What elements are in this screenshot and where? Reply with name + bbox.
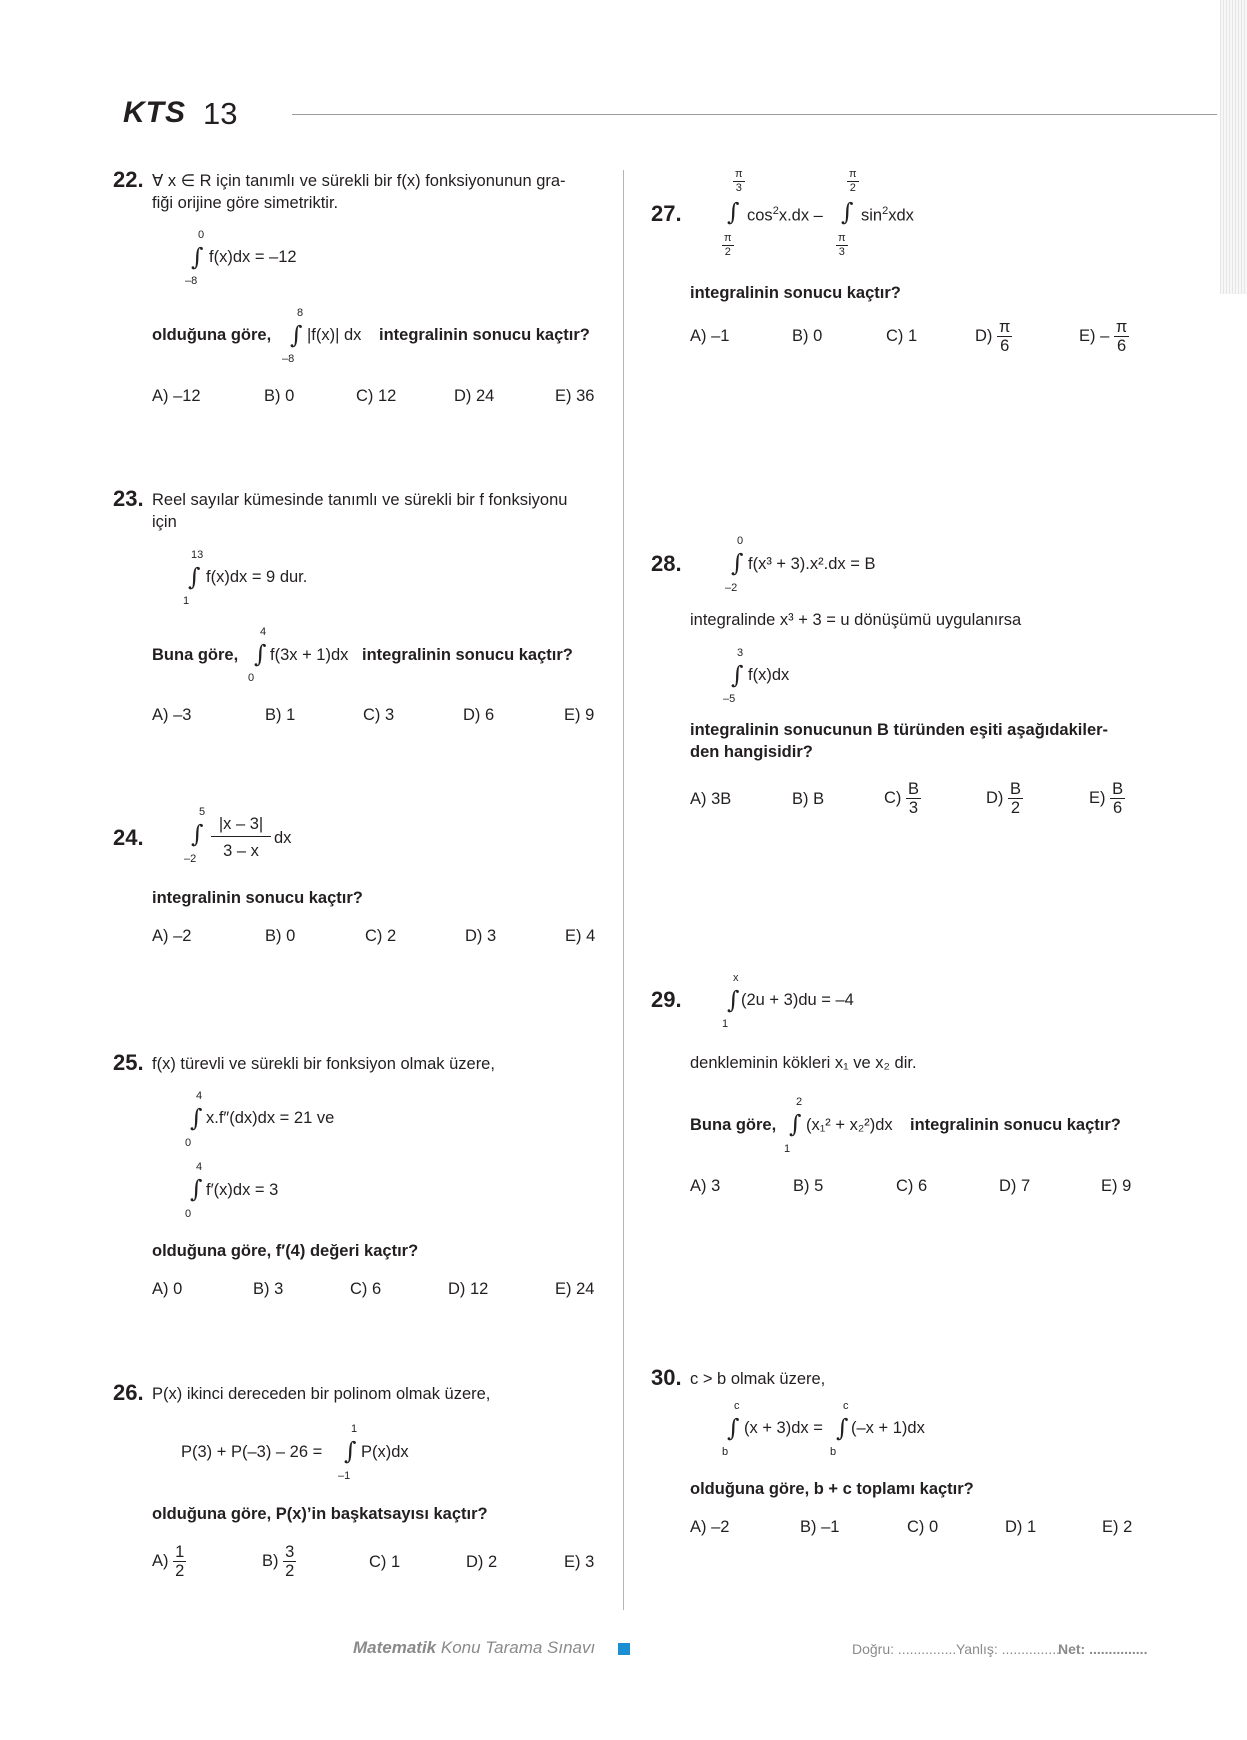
question-prompt: integralinin sonucu kaçtır? [379,326,590,344]
question-text: integralinde x³ + 3 = u dönüşümü uygulanırsa [690,611,1022,629]
header-logo: KTS [123,96,186,129]
integral-sign-icon: ∫ [191,243,204,271]
integral-sign-icon: ∫ [191,820,204,848]
integral-expression: (x₁² + x₂²)dx [806,1116,893,1134]
option-a[interactable]: A) $\frac{1}{2}$ [152,1543,185,1580]
integral-upper-limit: c [734,1400,740,1412]
integral-lower-limit: –5 [723,693,736,705]
integral-lower-limit: 1 [784,1143,791,1155]
option-c[interactable]: C) 1 [886,327,918,345]
question-number: 26. [113,1380,144,1405]
integral-upper-limit: $\frac{\pi}{2}$ [849,168,857,194]
option-e[interactable]: E) 4 [565,927,596,945]
integral-sign-icon: ∫ [789,1110,802,1138]
option-d[interactable]: D) $\frac{B}{2}$ [986,780,1022,817]
question-text: denkleminin kökleri x₁ ve x₂ dir. [690,1054,917,1072]
option-d[interactable]: D) 24 [454,387,495,405]
question-prompt: Buna göre, [690,1116,777,1134]
option-d[interactable]: D) $\frac{\pi}{6}$ [975,318,1011,355]
option-a[interactable]: A) –2 [152,927,192,945]
footer-net: Net: ............... [1058,1641,1148,1657]
option-b[interactable]: B) $\frac{3}{2}$ [262,1543,295,1580]
question-prompt: olduğuna göre, b + c toplamı kaçtır? [690,1480,974,1498]
option-a[interactable]: A) –3 [152,706,192,724]
option-a[interactable]: A) 3B [690,790,732,808]
option-c[interactable]: C) $\frac{B}{3}$ [884,780,920,817]
integral-lower-limit: 1 [722,1018,729,1030]
fraction-denominator: 3 – x [223,842,259,860]
question-number: 25. [113,1050,144,1075]
integral-differential: dx [274,829,292,847]
integral-lower-limit: 0 [185,1137,192,1149]
question-prompt: integralinin sonucunun B türünden eşiti aşağıdakiler- [690,721,1109,739]
question-text: Reel sayılar kümesinde tanımlı ve sürekli bir f fonksiyonu [152,491,568,509]
option-e[interactable]: E) 24 [555,1280,595,1298]
option-b[interactable]: B) B [792,790,825,808]
page-edge-texture [1220,0,1247,294]
integral-lower-limit: –8 [185,275,198,287]
integral-upper-limit: 8 [297,307,304,319]
option-d[interactable]: D) 3 [465,927,497,945]
option-a[interactable]: A) 3 [690,1177,721,1195]
footer-title: Matematik Konu Tarama Sınavı [353,1638,596,1657]
option-b[interactable]: B) 5 [793,1177,824,1195]
integral-lower-limit: $\frac{\pi}{3}$ [838,232,846,258]
option-e[interactable]: E) – $\frac{\pi}{6}$ [1079,318,1128,355]
integral-expression: (2u + 3)du = –4 [741,991,854,1009]
option-b[interactable]: B) 0 [792,327,823,345]
option-b[interactable]: B) 0 [265,927,296,945]
question-number: 27. [651,201,682,226]
option-e[interactable]: E) 2 [1102,1518,1133,1536]
integral-lower-limit: –8 [282,353,295,365]
integral-upper-limit: 4 [260,626,267,638]
question-number: 24. [113,825,144,850]
question-prompt: Buna göre, [152,646,239,664]
question-text: için [152,513,177,531]
question-prompt: den hangisidir? [690,743,813,761]
integral-sign-icon: ∫ [841,198,854,226]
page-number: 13 [203,96,238,131]
integral-sign-icon: ∫ [727,986,740,1014]
integral-sign-icon: ∫ [254,640,267,668]
option-d[interactable]: D) 2 [466,1553,498,1571]
integral-lower-limit: 0 [248,672,255,684]
question-prompt: integralinin sonucu kaçtır? [152,889,363,907]
integral-lower-limit: 0 [185,1208,192,1220]
option-a[interactable]: A) 0 [152,1280,183,1298]
integral-upper-limit: 4 [196,1090,203,1102]
integral-expression: (–x + 1)dx [851,1419,925,1437]
question-prompt: integralinin sonucu kaçtır? [362,646,573,664]
integral-upper-limit: 3 [737,647,744,659]
integral-sign-icon: ∫ [836,1414,849,1442]
integral-sign-icon: ∫ [731,549,744,577]
fraction-numerator: |x – 3| [211,815,271,837]
option-b[interactable]: B) 3 [253,1280,284,1298]
integral-lower-limit: 1 [183,595,190,607]
option-c[interactable]: C) 1 [369,1553,401,1571]
integral-expression: x.f″(dx)dx = 21 ve [206,1109,335,1127]
question-number: 30. [651,1365,682,1390]
option-e[interactable]: E) 9 [564,706,595,724]
integral-expression: f(x³ + 3).x².dx = B [748,555,876,573]
integral-sign-icon: ∫ [731,661,744,689]
integral-lower-limit: –2 [184,853,197,865]
integral-sign-icon: ∫ [727,1414,740,1442]
option-e[interactable]: E) 36 [555,387,595,405]
integral-upper-limit: 13 [191,549,204,561]
integral-sign-icon: ∫ [727,198,740,226]
integral-expression: |f(x)| dx [307,326,362,344]
integral-lower-limit: –2 [725,582,738,594]
question-text: ∀ x ∈ R için tanımlı ve sürekli bir f(x) fonksiyonunun gra- [152,172,566,190]
integral-lower-limit: $\frac{\pi}{2}$ [724,232,732,258]
column-divider [623,170,624,1610]
option-a[interactable]: A) –2 [690,1518,730,1536]
option-c[interactable]: C) 6 [350,1280,382,1298]
option-a[interactable]: A) –12 [152,387,201,405]
integral-sign-icon: ∫ [190,1175,203,1203]
integral-lower-limit: –1 [338,1470,351,1482]
option-b[interactable]: B) –1 [800,1518,840,1536]
integral-upper-limit: $\frac{\pi}{3}$ [735,168,743,194]
integral-expression: f(x)dx [748,666,790,684]
integral-sign-icon: ∫ [190,1104,203,1132]
footer-wrong: Yanlış: ............... [956,1641,1060,1657]
integral-lower-limit: b [830,1446,837,1458]
integral-upper-limit: c [843,1400,849,1412]
option-d[interactable]: D) 1 [1005,1518,1037,1536]
integral-expression: $\cos^2x.dx$ – [747,205,823,225]
question-prompt: olduğuna göre, [152,326,272,344]
question-number: 28. [651,551,682,576]
integral-expression: f(x)dx = 9 dur. [206,568,308,586]
integral-upper-limit: 0 [198,229,205,241]
option-a[interactable]: A) –1 [690,327,730,345]
footer-square-icon [618,1643,630,1655]
integral-lower-limit: b [722,1446,729,1458]
option-e[interactable]: E) $\frac{B}{6}$ [1089,780,1124,817]
question-text: P(x) ikinci dereceden bir polinom olmak üzere, [152,1385,491,1403]
question-text: c > b olmak üzere, [690,1370,826,1388]
equation-lhs: P(3) + P(–3) – 26 = [181,1443,323,1461]
integral-sign-icon: ∫ [344,1437,357,1465]
integral-expression: P(x)dx [361,1443,409,1461]
option-d[interactable]: D) 7 [999,1177,1031,1195]
integral-upper-limit: 4 [196,1161,203,1173]
question-number: 22. [113,167,144,192]
question-prompt: olduğuna göre, P(x)’in başkatsayısı kaçtır? [152,1505,488,1523]
integral-upper-limit: 0 [737,535,744,547]
option-e[interactable]: E) 9 [1101,1177,1132,1195]
question-number: 29. [651,987,682,1012]
question-text: f(x) türevli ve sürekli bir fonksiyon olmak üzere, [152,1055,495,1073]
integral-expression: (x + 3)dx = [744,1419,823,1437]
header-rule [292,114,1217,115]
option-c[interactable]: C) 2 [365,927,397,945]
option-b[interactable]: B) 1 [265,706,296,724]
option-e[interactable]: E) 3 [564,1553,595,1571]
option-c[interactable]: C) 12 [356,387,397,405]
integral-sign-icon: ∫ [290,321,303,349]
question-prompt: integralinin sonucu kaçtır? [910,1116,1121,1134]
integral-expression: f(x)dx = –12 [209,248,297,266]
question-prompt: olduğuna göre, f′(4) değeri kaçtır? [152,1242,419,1260]
option-b[interactable]: B) 0 [264,387,295,405]
option-d[interactable]: D) 12 [448,1280,489,1298]
footer-correct: Doğru: ............... [852,1641,957,1657]
integral-expression: f(3x + 1)dx [270,646,349,664]
integral-upper-limit: 2 [796,1096,803,1108]
option-c[interactable]: C) 3 [363,706,395,724]
integral-sign-icon: ∫ [188,563,201,591]
integral-upper-limit: x [733,972,739,984]
option-c[interactable]: C) 0 [907,1518,939,1536]
integral-upper-limit: 5 [199,806,206,818]
integral-expression: f′(x)dx = 3 [206,1181,279,1199]
question-number: 23. [113,486,144,511]
question-prompt: integralinin sonucu kaçtır? [690,284,901,302]
option-d[interactable]: D) 6 [463,706,495,724]
integral-expression: $\sin^2xdx$ [861,205,914,225]
question-text: fiği orijine göre simetriktir. [152,194,339,212]
option-c[interactable]: C) 6 [896,1177,928,1195]
integral-upper-limit: 1 [351,1423,358,1435]
